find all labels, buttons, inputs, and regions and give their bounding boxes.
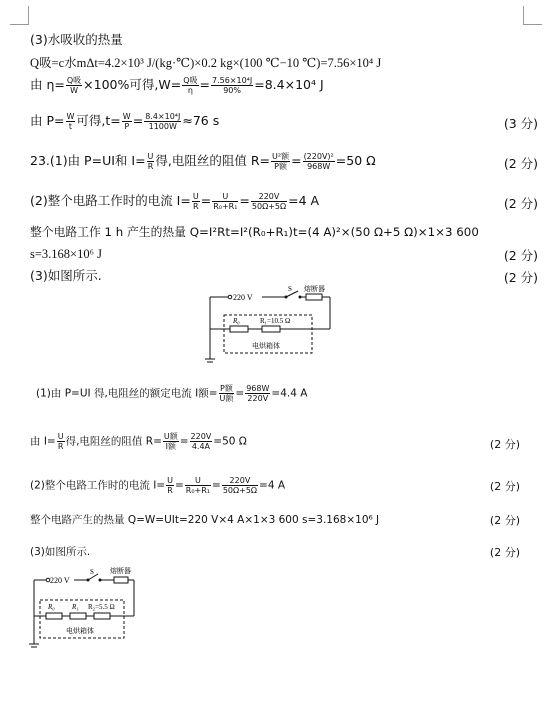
q23-p2-prefix: (2)整个电路工作时的电流 I= (30, 193, 191, 208)
fraction-r1 (271, 152, 290, 171)
crop-mark-right (523, 6, 542, 25)
fraction-num: Q吸 (183, 76, 198, 85)
fraction-i2a (192, 192, 200, 211)
fraction-num: U (57, 432, 64, 441)
fraction-r2 (303, 152, 335, 171)
fraction-num: U (192, 192, 199, 201)
alt-l3-suffix: =4 A (259, 479, 286, 492)
fraction-num: W (66, 112, 75, 121)
q23-p1-mid: 得,电阻丝的阻值 R= (155, 153, 271, 168)
fraction-num: (220V)² (303, 152, 334, 161)
q23-p1-suffix: =50 Ω (335, 153, 376, 168)
work-line: 由 η= $\frac{\text{Q吸}}{W}$ ×100%可得,W= $\frac{\text{Q吸}}{\eta}$ = $\frac{\text{7.56×10⁴J}}{90\%}$ =8.4×10⁴ J (30, 76, 324, 95)
box-label: 电烘箱体 (66, 627, 94, 635)
fraction-den: 4.4A (191, 442, 211, 451)
fraction-b2 (163, 432, 179, 451)
fraction-num: 220V (190, 432, 212, 441)
fraction-c3 (222, 476, 258, 495)
fraction-den: R₀+R₁ (185, 486, 211, 495)
switch-dot (87, 579, 90, 582)
fraction-b1 (57, 432, 65, 451)
fraction-den: 220V (247, 394, 269, 403)
resistor-r0 (46, 613, 62, 619)
fraction-c2 (185, 476, 211, 495)
fraction-den: t (68, 122, 73, 131)
fraction-den: R (147, 162, 154, 171)
score-q23-p2: (2 分) (503, 196, 538, 211)
fraction-num: U (185, 476, 211, 486)
q23-part1-line: 23.(1)由 P=UI和 I= $\frac{U}{R}$ 得,电阻丝的阻值 R= $\frac{\text{U²额}}{\text{P额}}$ = $\frac{\text{(220V)²}}{968W}$ =50 Ω (30, 152, 376, 171)
fraction-den: I额 (165, 442, 176, 451)
alt-line3: (2)整个电路工作时的电流 I= $\frac{U}{R}$ = $\frac{U}{\text{R₀+R₁}}$ = $\frac{220V}{50\Omega+5\Omega}$ =4 A (30, 476, 286, 495)
fraction-num: Q吸 (66, 76, 82, 85)
fraction-num: U (167, 476, 173, 485)
q23-heat-line: 整个电路工作 1 h 产生的热量 Q=I²Rt=I²(R₀+R₁)t=(4 A)²×(50 Ω+5 Ω)×1×3 600 (30, 225, 479, 239)
fraction-den: 50Ω+5Ω (251, 202, 287, 211)
resistor-r2 (94, 613, 110, 619)
fraction-num: U (147, 152, 154, 161)
fraction-den: R₀+R₁ (213, 202, 238, 211)
fraction-num: P额 (220, 384, 233, 393)
voltage-label: 220 V (233, 293, 253, 302)
score-alt-l2: (2 分) (489, 438, 520, 451)
fuse-symbol (114, 577, 128, 583)
score-water: (3 分) (503, 116, 538, 131)
fraction-num: 968W (246, 384, 270, 393)
score-q23-p3: (2 分) (503, 270, 538, 285)
alt-l3-prefix: (2)整个电路工作时的电流 I= (30, 479, 166, 492)
alt-l2-mid: 得,电阻丝的阻值 R= (65, 435, 162, 448)
score-q23-heat: (2 分) (503, 248, 538, 263)
fraction-w2 (211, 76, 253, 95)
fraction-i2b (212, 192, 238, 211)
fraction-p (66, 112, 76, 131)
r1-label: R₁ (72, 603, 79, 611)
score-alt-l3: (2 分) (489, 480, 520, 493)
r1-label: R₁=10.5 Ω (260, 317, 291, 325)
fraction-den: R (167, 486, 173, 495)
heading-water-heat: (3)水吸收的热量 (30, 32, 123, 47)
r2-label: R₂=5.5 Ω (88, 603, 115, 611)
resistor-r0 (230, 326, 248, 332)
r0-label: R₀ (48, 603, 55, 611)
fraction-eta (66, 76, 82, 95)
score-alt-l5: (2 分) (489, 546, 520, 559)
time-line: 由 P= $\frac{W}{t}$ 可得,t= $\frac{W}{P}$ = $\frac{\text{8.4×10⁴J}}{1100W}$ ≈76 s (30, 112, 220, 131)
q23-heat-line2: s=3.168×10⁶ J (30, 247, 102, 261)
fraction-den: R (57, 442, 64, 451)
circuit-diagram-1 (200, 285, 340, 367)
fraction-den: 968W (307, 162, 331, 171)
score-q23-p1: (2 分) (503, 156, 538, 171)
q23-part3-line: (3)如图所示. (30, 268, 102, 283)
time-suffix: ≈76 s (182, 113, 220, 128)
switch-dot (299, 296, 302, 299)
switch-dot (285, 296, 288, 299)
time-prefix: 由 P= (30, 113, 65, 128)
q23-part2-line: (2)整个电路工作时的电流 I= $\frac{U}{R}$ = $\frac{U}{\text{R₀+R₁}}$ = $\frac{220V}{50\Omega+5\Omega}$ =4 A (30, 192, 320, 211)
fraction-num: 8.4×10⁴J (145, 112, 181, 121)
resistor-r1 (262, 326, 280, 332)
fuse-label: 熔断器 (304, 285, 325, 293)
alt-l1-suffix: =4.4 A (271, 387, 308, 400)
fraction-num: U²额 (272, 152, 290, 161)
switch-label: S (90, 568, 94, 576)
fuse-label: 熔断器 (110, 567, 131, 575)
alt-line1: (1)由 P=UI 得,电阻丝的额定电流 I额= $\frac{\text{P额}}{\text{U额}}$ = $\frac{968W}{220V}$ =4.4 A (36, 384, 308, 403)
r0-label: R₀ (233, 317, 240, 325)
resistor-r1 (70, 613, 86, 619)
fraction-num: 220V (251, 192, 287, 202)
fuse-symbol (306, 294, 322, 300)
fraction-num: 7.56×10⁴J (211, 76, 253, 85)
q23-p1-prefix: 23.(1)由 P=UI和 I= (30, 153, 146, 168)
fraction-i (147, 152, 155, 171)
fraction-num: U (212, 192, 238, 202)
q23-p2-suffix: =4 A (288, 193, 320, 208)
fraction-den: P (124, 122, 130, 131)
fraction-a2 (245, 384, 270, 403)
fraction-i2c (251, 192, 287, 211)
work-prefix: 由 η= (30, 77, 65, 92)
fraction-den: P额 (274, 162, 287, 171)
work-suffix: =8.4×10⁴ J (254, 77, 324, 92)
fraction-den: U额 (219, 394, 234, 403)
fraction-b3 (190, 432, 213, 451)
fraction-a1 (219, 384, 235, 403)
fraction-den: 1100W (148, 122, 177, 131)
fraction-num: 220V (222, 476, 258, 486)
q-absorbed-line: Q吸=c水mΔt=4.2×10³ J/(kg·℃)×0.2 kg×(100 ℃−10 ℃)=7.56×10⁴ J (30, 56, 382, 70)
time-mid: 可得,t= (76, 113, 121, 128)
alt-l1-prefix: (1)由 P=UI 得,电阻丝的额定电流 I额= (36, 387, 218, 400)
crop-mark-left (10, 6, 29, 25)
alt-line5: (3)如图所示. (30, 546, 91, 558)
fraction-den: 90% (223, 86, 241, 95)
fraction-w1 (182, 76, 198, 95)
fraction-den: η (187, 86, 193, 95)
alt-line4: 整个电路产生的热量 Q=W=UIt=220 V×4 A×1×3 600 s=3.168×10⁶ J (30, 514, 380, 526)
terminal-dot (228, 295, 232, 299)
alt-l2-prefix: 由 I= (30, 435, 56, 448)
fraction-t1 (122, 112, 132, 131)
switch-dot (99, 579, 102, 582)
circuit-diagram-2 (26, 564, 146, 650)
fraction-num: U额 (163, 432, 178, 441)
switch-label: S (288, 285, 292, 293)
voltage-label: 220 V (50, 576, 70, 585)
box-label: 电烘箱体 (252, 342, 280, 350)
fraction-den: W (70, 86, 78, 95)
work-mid: ×100%可得,W= (83, 77, 182, 92)
fraction-num: W (122, 112, 131, 121)
fraction-t2 (144, 112, 181, 131)
fraction-den: R (192, 202, 199, 211)
fraction-den: 50Ω+5Ω (222, 486, 258, 495)
fraction-c1 (166, 476, 174, 495)
alt-line2: 由 I= $\frac{U}{R}$ 得,电阻丝的阻值 R= $\frac{\text{U额}}{\text{I额}}$ = $\frac{220V}{4.4A}$ =50 Ω (30, 432, 247, 451)
alt-l2-suffix: =50 Ω (213, 435, 247, 448)
score-alt-l4: (2 分) (489, 514, 520, 527)
